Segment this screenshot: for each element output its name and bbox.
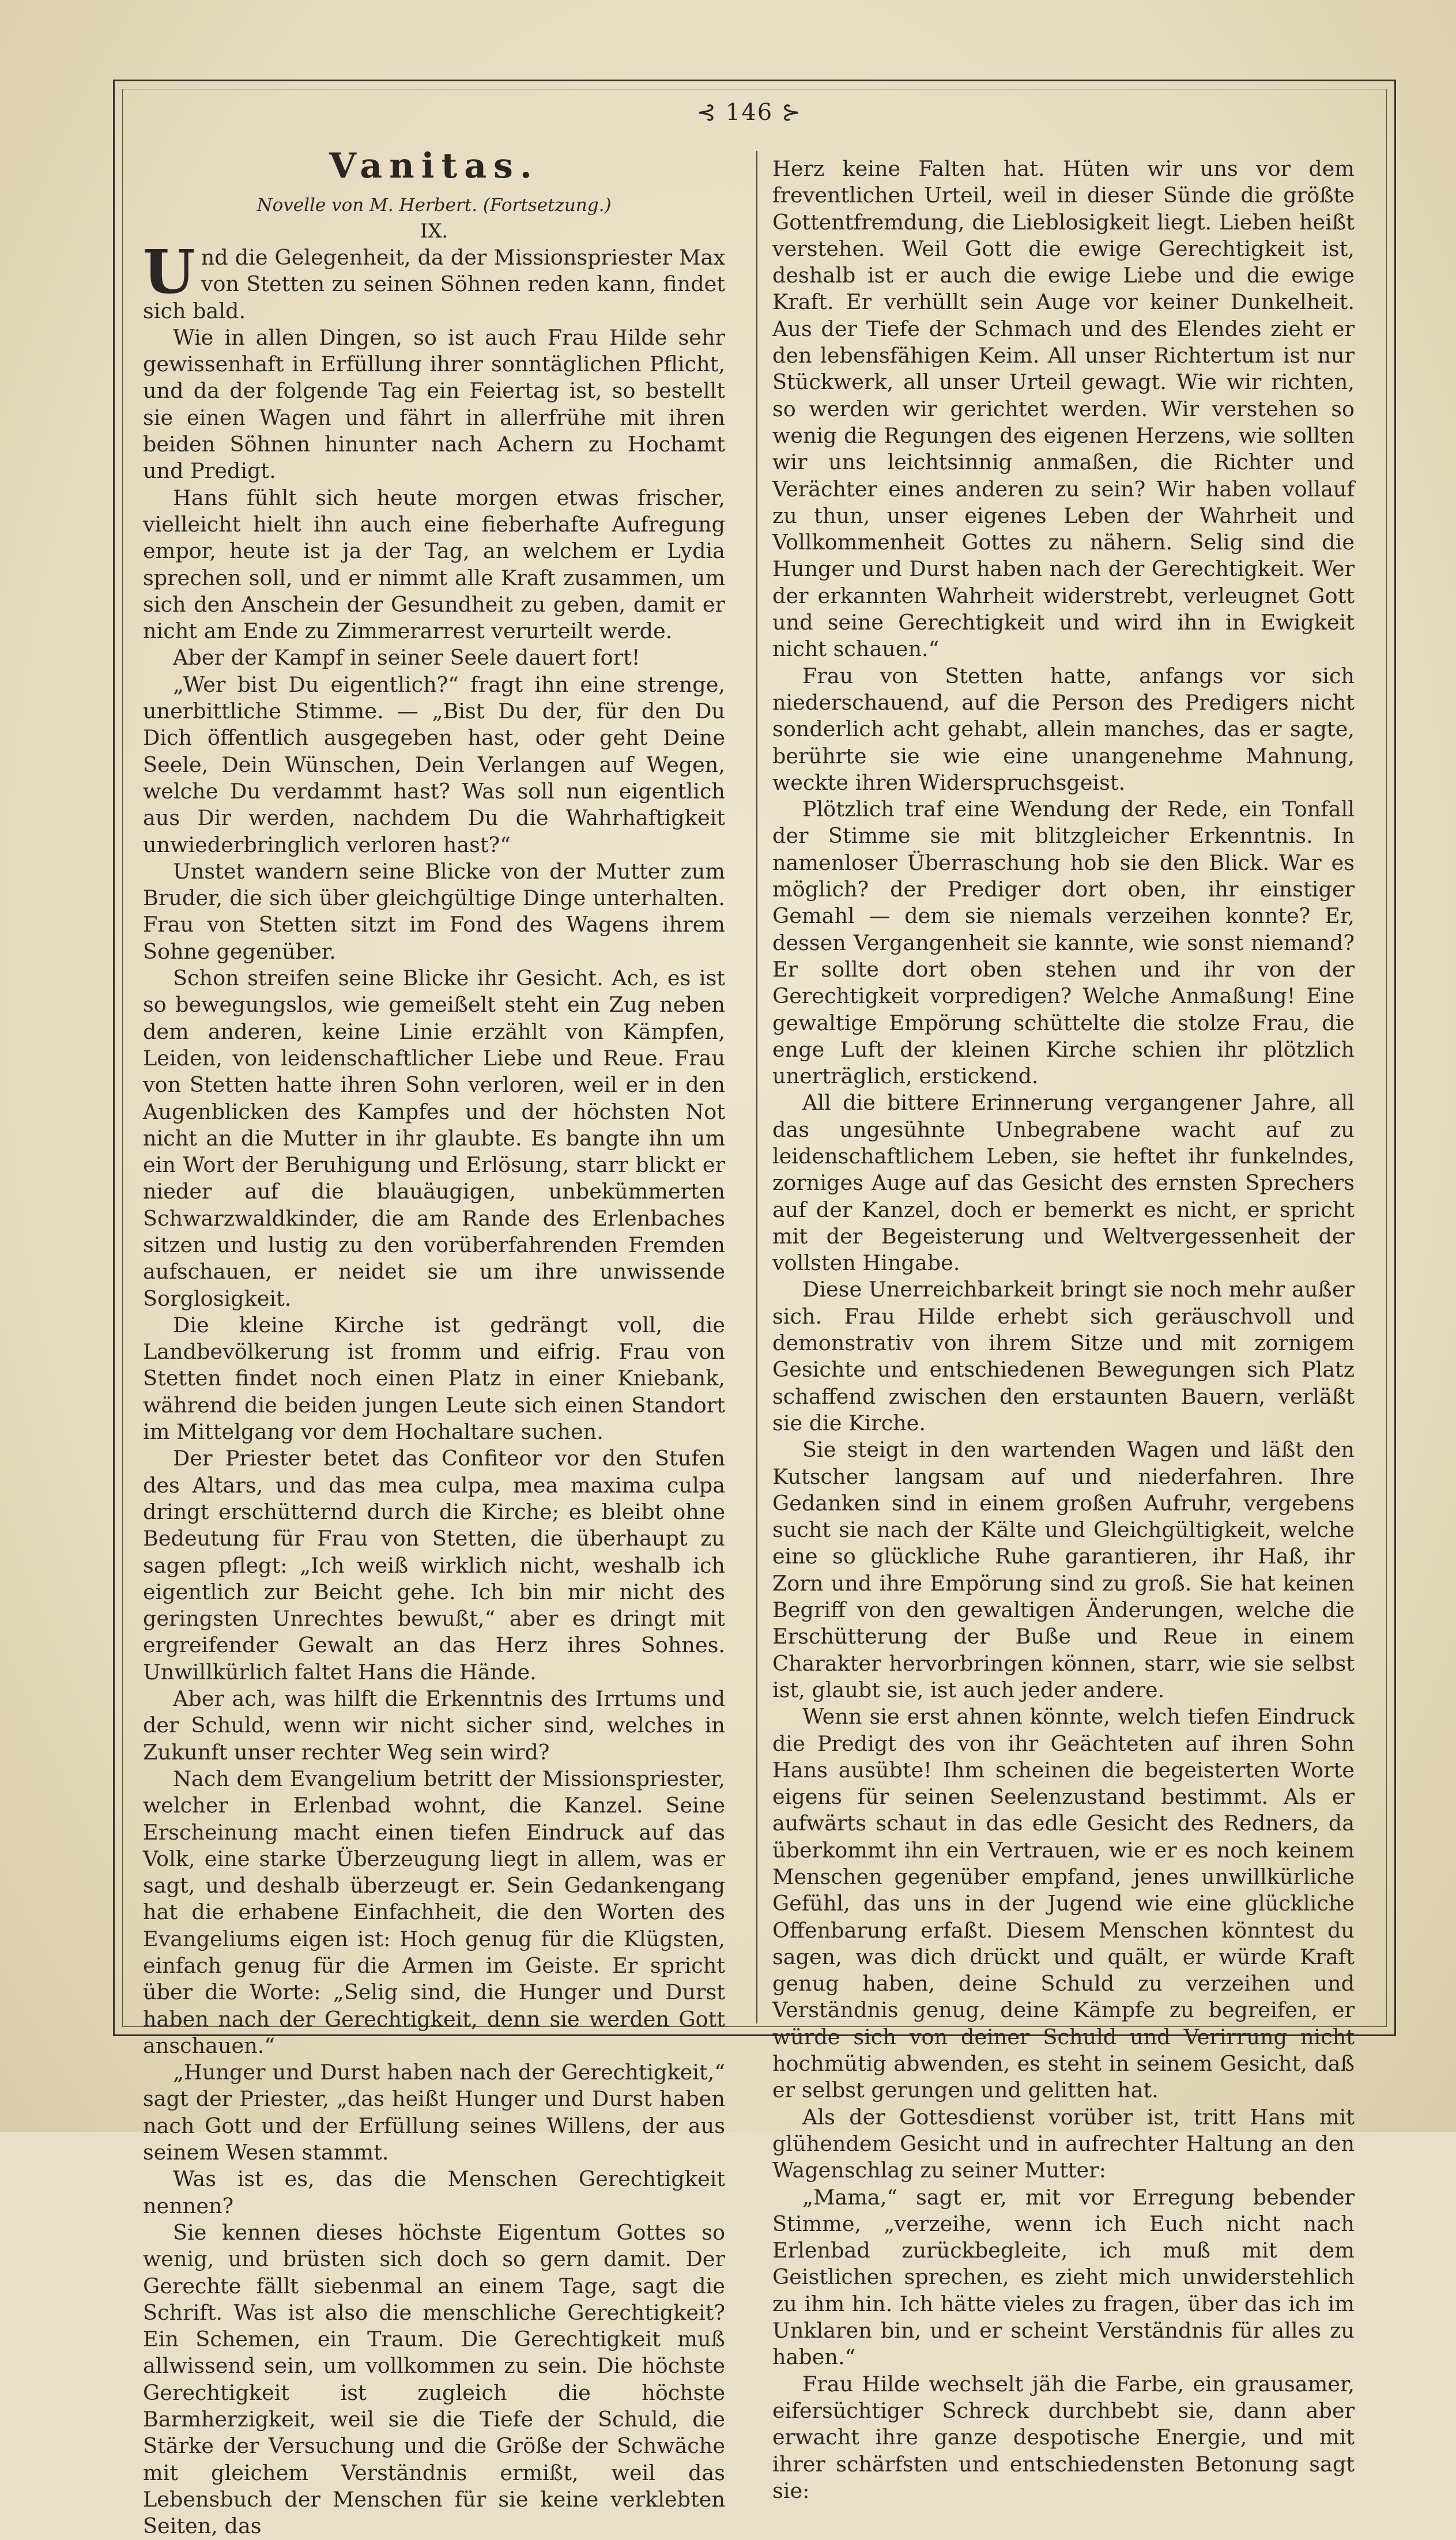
paragraph: Frau von Stetten hatte, anfangs vor sich niederschauend, auf die Person des Predigers nicht sonderlich acht gehabt, allein manches, das er sagte, berührte sie wie eine unangenehme Mahnung, weckte ihren Widerspruchsgeist.	[772, 663, 1355, 795]
paragraph: Wie in allen Dingen, so ist auch Frau Hilde sehr gewissenhaft in Erfüllung ihrer sonntäglichen Pflicht, und da der folgende Tag ein Feiertag ist, so bestellt sie einen Wagen und fährt in allerfrühe mit ihren beiden Söhnen hinunter nach Achern zu Hochamt und Predigt.	[143, 325, 725, 484]
paragraph: Schon streifen seine Blicke ihr Gesicht. Ach, es ist so bewegungslos, wie gemeißelt steht ein Zug neben dem anderen, keine Linie erzählt von Kämpfen, Leiden, von leidenschaftlicher Liebe und Reue. Frau von Stetten hatte ihren Sohn verloren, weil er in den Augenblicken des Kampfes und der höchsten Not nicht an die Mutter in ihr glaubte. Es bangte ihn um ein Wort der Beruhigung und Erlösung, starr blickt er nieder auf die blauäugigen, unbekümmerten Schwarzwaldkinder, die am Rande des Erlenbaches sitzen und lustig zu den vorüberfahrenden Fremden aufschauen, er neidet sie um ihre unwissende Sorglosigkeit.	[143, 966, 725, 1311]
paragraph: Herz keine Falten hat. Hüten wir uns vor dem freventlichen Urteil, weil in dieser Sünde die größte Gottentfremdung, die Lieblosigkeit liegt. Lieben heißt verstehen. Weil Gott die ewige Gerechtigkeit ist, deshalb ist er auch die ewige Liebe und die ewige Kraft. Er verhüllt sein Auge vor keiner Dunkelheit. Aus der Tiefe der Schmach und des Elendes zieht er den lebensfähigen Keim. All unser Richtertum ist nur Stückwerk, all unser Urteil gewagt. Wie wir richten, so werden wir gerichtet werden. Wir verstehen so wenig die Regungen des eigenen Herzens, wie sollten wir uns leichtsinnig anmaßen, die Richter und Verächter eines anderen zu sein? Wir haben vollauf zu thun, unser eigenes Leben der Wahrheit und Vollkommenheit Gottes zu nähern. Selig sind die Hunger und Durst haben nach der Gerechtigkeit. Wer der erkannten Wahrheit widerstrebt, verleugnet Gott und seine Gerechtigkeit und wird ihn in Ewigkeit nicht schauen.“	[772, 156, 1355, 662]
paragraph: Wenn sie erst ahnen könnte, welch tiefen Eindruck die Predigt des von ihr Geächteten auf ihren Sohn Hans ausübte! Ihm scheinen die begeisterten Worte eigens für seinen Seelenzustand bestimmt. Als er aufwärts schaut in das edle Gesicht des Redners, da überkommt ihn ein Vertrauen, wie er es noch keinem Menschen gegenüber empfand, jenes unwillkürliche Gefühl, das uns in der Jugend wie eine glückliche Offenbarung erfaßt. Diesem Menschen könntest du sagen, was dich drückt und quält, er würde Kraft genug haben, deine Schuld zu verzeihen und Verständnis genug, deine Kämpfe zu begreifen, er würde sich von deiner Schuld und Verirrung nicht hochmütig abwenden, es steht in seinem Gesicht, daß er selbst gerungen und gelitten hat.	[772, 1704, 1355, 2103]
paragraph: Diese Unerreichbarkeit bringt sie noch mehr außer sich. Frau Hilde erhebt sich geräuschvoll und demonstrativ von ihrem Sitze und mit zornigem Gesichte und entschiedenen Bewegungen sich Platz schaffend zwischen den erstaunten Bauern, verläßt sie die Kirche.	[772, 1277, 1355, 1435]
page-number-value: 146	[725, 99, 774, 126]
paragraph: Nach dem Evangelium betritt der Missionspriester, welcher in Erlenbad wohnt, die Kanzel. Seine Erscheinung macht einen tiefen Eindruck auf das Volk, eine starke Überzeugung liegt in allem, was er sagt, und deshalb überzeugt er. Sein Gedankengang hat die erhabene Einfachheit, die den Worten des Evangeliums eigen ist: Hoch genug für die Klügsten, einfach genug für die Armen im Geiste. Er spricht über die Worte: „Selig sind, die Hunger und Durst haben nach der Gerechtigkeit, denn sie werden Gott anschauen.“	[143, 1766, 725, 2058]
page-ornament-right: ⊱	[781, 99, 802, 126]
paragraph: Plötzlich traf eine Wendung der Rede, ein Tonfall der Stimme sie mit blitzgleicher Erkenntnis. In namenloser Überraschung hob sie den Blick. War es möglich? der Prediger dort oben, ihr einstiger Gemahl — dem sie niemals verzeihen konnte? Er, dessen Vergangenheit sie kannte, wie sonst niemand? Er sollte dort oben stehen und ihr von der Gerechtigkeit vorpredigen? Welche Anmaßung! Eine gewaltige Empörung schüttelte die stolze Frau, die enge Luft der kleinen Kirche schien ihr plötzlich unerträglich, erstickend.	[772, 797, 1355, 1089]
paragraph: Unstet wandern seine Blicke von der Mutter zum Bruder, die sich über gleichgültige Dinge unterhalten. Frau von Stetten sitzt im Fond des Wagens ihrem Sohne gegenüber.	[143, 858, 725, 964]
paragraph: „Hunger und Durst haben nach der Gerechtigkeit,“ sagt der Priester, „das heißt Hunger und Durst haben nach Gott und der Erfüllung seines Willens, der aus seinem Wesen stammt.	[143, 2060, 725, 2165]
paragraph: Der Priester betet das Confiteor vor den Stufen des Altars, und das mea culpa, mea maxima culpa dringt erschütternd durch die Kirche; es bleibt ohne Bedeutung für Frau von Stetten, die überhaupt zu sagen pflegt: „Ich weiß wirklich nicht, weshalb ich eigentlich zur Beicht gehe. Ich bin mir nicht des geringsten Unrechtes bewußt,“ aber es dringt mit ergreifender Gewalt an das Herz ihres Sohnes. Unwillkürlich faltet Hans die Hände.	[143, 1446, 725, 1684]
chapter-heading: IX.	[420, 220, 448, 243]
paragraph-text: nd die Gelegenheit, da der Missionspriester Max von Stetten zu seinen Söhnen reden kann, findet sich bald.	[143, 245, 725, 323]
page-ornament-left: ⊰	[696, 99, 718, 126]
page-number	[663, 99, 836, 126]
paragraph: Aber ach, was hilft die Erkenntnis des Irrtums und der Schuld, wenn wir nicht sicher sind, welches in Zukunft unser rechter Weg sein wird?	[143, 1686, 725, 1765]
drop-cap: U	[143, 236, 195, 307]
story-title: Vanitas.	[329, 146, 539, 186]
paragraph: Sie kennen dieses höchste Eigentum Gottes so wenig, und brüsten sich doch so gern damit. Der Gerechte fällt siebenmal an einem Tage, sagt die Schrift. Was ist also die menschliche Gerechtigkeit? Ein Schemen, ein Traum. Die Gerechtigkeit muß allwissend sein, um vollkommen zu sein. Die höchste Gerechtigkeit ist zugleich die höchste Barmherzigkeit, weil sie die Tiefe der Schuld, die Stärke der Versuchung und die Größe der Schwäche mit gleichem Verständnis ermißt, weil das Lebensbuch der Menschen für sie keine verklebten Seiten, das	[143, 2219, 725, 2539]
paragraph: „Wer bist Du eigentlich?“ fragt ihn eine strenge, unerbittliche Stimme. — „Bist Du der, für den Du Dich öffentlich ausgegeben hast, oder geht Deine Seele, Dein Wünschen, Dein Verlangen auf Wegen, welche Du verdammt hast? Was soll nun eigentlich aus Dir werden, nachdem Du die Wahrhaftigkeit unwiederbringlich verloren hast?“	[143, 672, 725, 857]
paragraph: Die kleine Kirche ist gedrängt voll, die Landbevölkerung ist fromm und eifrig. Frau von Stetten findet noch einen Platz in einer Kniebank, während die beiden jungen Leute sich einen Standort im Mittelgang vor dem Hochaltare suchen.	[143, 1312, 725, 1445]
paragraph: Was ist es, das die Menschen Gerechtigkeit nennen?	[143, 2166, 725, 2218]
column-divider	[756, 151, 757, 2023]
story-subtitle: Novelle von M. Herbert. (Fortsetzung.)	[257, 195, 612, 216]
paragraph: Frau Hilde wechselt jäh die Farbe, ein grausamer, eifersüchtiger Schreck durchbebt sie, dann aber erwacht ihre ganze despotische Energie, und mit ihrer schärfsten und entschiedensten Betonung sagt sie:	[772, 2371, 1355, 2503]
paragraph: Sie steigt in den wartenden Wagen und läßt den Kutscher langsam auf und niederfahren. Ihre Gedanken sind in einem großen Aufruhr, vergebens sucht sie nach der Kälte und Gleichgültigkeit, welche eine so glückliche Ruhe garantieren, ihr Haß, ihr Zorn und ihre Empörung sind zu groß. Sie hat keinen Begriff von den gewaltigen Änderungen, welche die Erschütterung der Buße und Reue in einem Charakter hervorbringen können, starr, wie sie selbst ist, glaubt sie, ist auch jeder andere.	[772, 1437, 1355, 1702]
paragraph: All die bittere Erinnerung vergangener Jahre, all das ungesühnte Unbegrabene wacht auf zu leidenschaftlichem Leben, sie heftet ihr funkelndes, zorniges Auge auf das Gesicht des ernsten Sprechers auf der Kanzel, doch er bemerkt es nicht, er spricht mit der Begeisterung und Weltvergessenheit der vollsten Hingabe.	[772, 1090, 1355, 1276]
right-column	[772, 156, 1355, 2504]
paragraph: Als der Gottesdienst vorüber ist, tritt Hans mit glühendem Gesicht und in aufrechter Haltung an den Wagenschlag zu seiner Mutter:	[772, 2104, 1355, 2183]
paragraph: Hans fühlt sich heute morgen etwas frischer, vielleicht hielt ihn auch eine fieberhafte Aufregung empor, heute ist ja der Tag, an welchem er Lydia sprechen soll, und er nimmt alle Kraft zusammen, um sich den Anschein der Gesundheit zu geben, damit er nicht am Ende zu Zimmerarrest verurteilt werde.	[143, 485, 725, 644]
left-column	[143, 143, 725, 2540]
paragraph: Aber der Kampf in seiner Seele dauert fort!	[173, 645, 640, 670]
paragraph: „Mama,“ sagt er, mit vor Erregung bebender Stimme, „verzeihe, wenn ich Euch nicht nach Erlenbad zurückbegleite, ich muß mit dem Geistlichen sprechen, es zieht mich unwiderstehlich zu ihm hin. Ich hätte vieles zu fragen, über das ich im Unklaren bin, und er scheint Verständnis für alles zu haben.“	[772, 2184, 1355, 2370]
paragraph	[143, 236, 725, 325]
